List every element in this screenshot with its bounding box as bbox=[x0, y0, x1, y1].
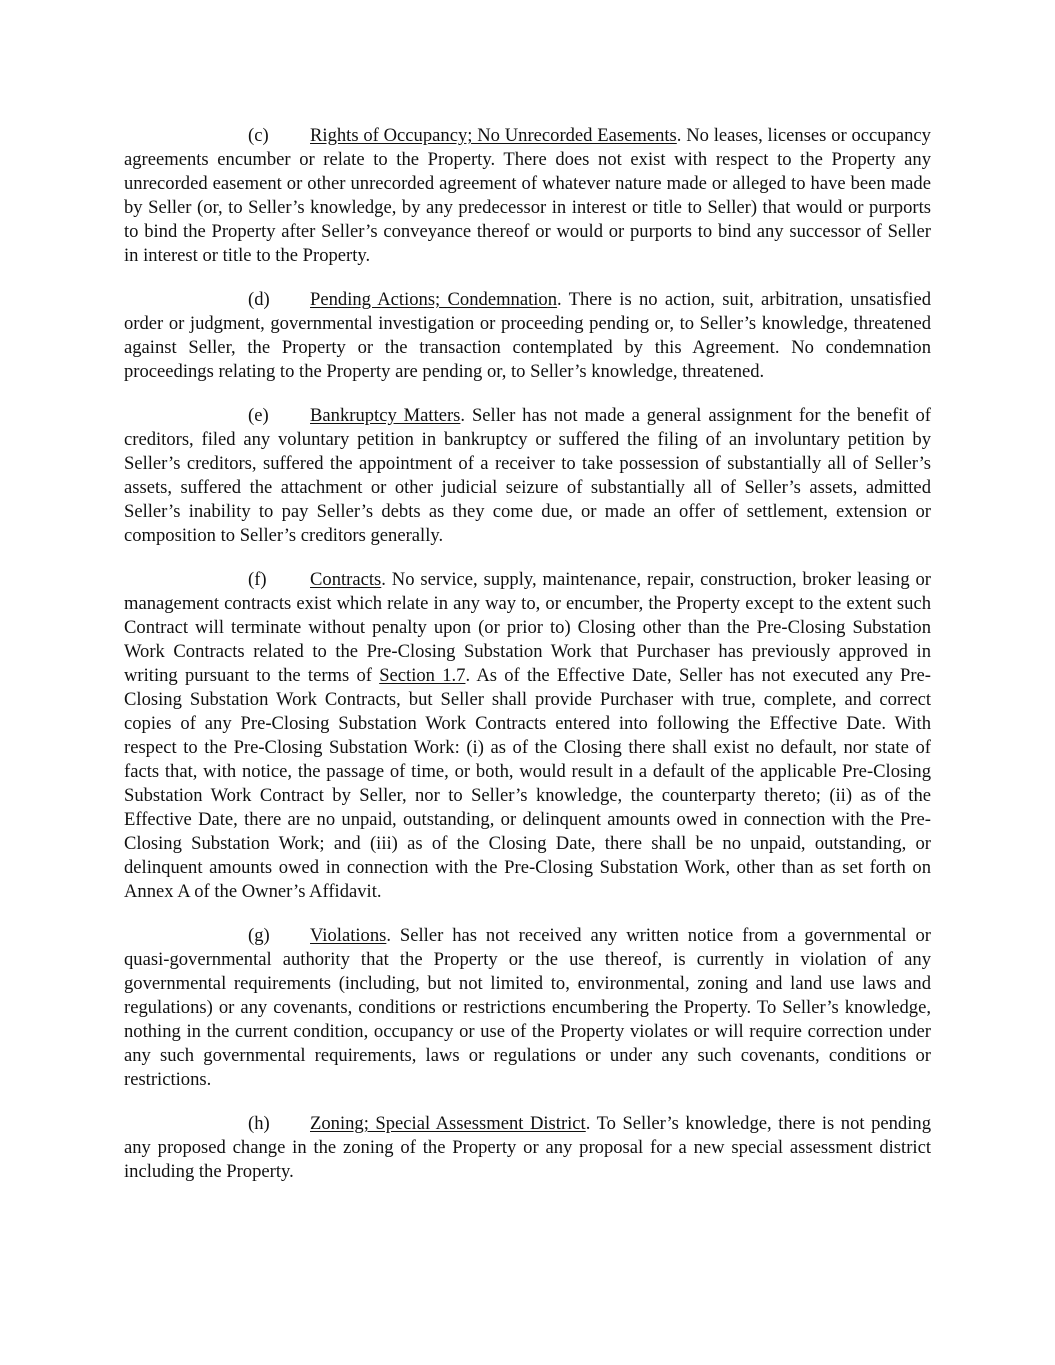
section-g bbox=[124, 924, 931, 1092]
section-marker: (f) bbox=[248, 569, 267, 590]
section-f bbox=[124, 568, 931, 904]
section-heading: Pending Actions; Condemnation bbox=[310, 289, 558, 310]
section-heading: Bankruptcy Matters bbox=[310, 405, 461, 426]
section-marker: (d) bbox=[248, 289, 270, 310]
section-body: . There is no action, suit, arbitration, unsatisfied order or judgment, governmental investigation or proceeding pending or, to Seller’s knowledge, threatened against Seller, the Property or the transaction contemplated by this Agreement. No condemnation proceedings relating to the Property are pending or, to Seller’s knowledge, threatened. bbox=[124, 289, 931, 382]
section-reference-link[interactable]: Section 1.7 bbox=[379, 665, 466, 686]
section-body-continued: . As of the Effective Date, Seller has not executed any Pre-Closing Substation Work Contracts, but Seller shall provide Purchaser with true, complete, and correct copies of any Pre-Closing Substation Work Contracts entered into following the Effective Date. With respect to the Pre-Closing Substation Work: (i) as of the Closing there shall exist no default, nor state of facts that, with notice, the passage of time, or both, would result in a default of the applicable Pre-Closing Substation Work Contract by Seller, nor to Seller’s knowledge, the counterparty thereto; (ii) as of the Effective Date, there are no unpaid, outstanding, or delinquent amounts owed in connection with the Pre-Closing Substation Work; and (iii) as of the Closing Date, there shall be no unpaid, outstanding, or delinquent amounts owed in connection with the Pre-Closing Substation Work, other than as set forth on Annex A of the Owner’s Affidavit. bbox=[124, 665, 931, 902]
section-body: . No leases, licenses or occupancy agreements encumber or relate to the Property. There does not exist with respect to the Property any unrecorded easement or other unrecorded agreement of whatever nature made or alleged to have been made by Seller (or, to Seller’s knowledge, by any predecessor in interest or title to Seller) that would or purports to bind the Property after Seller’s conveyance thereof or would or purports to bind any successor of Seller in interest or title to the Property. bbox=[124, 125, 931, 266]
section-heading: Rights of Occupancy; No Unrecorded Easements bbox=[310, 125, 677, 146]
section-h bbox=[124, 1112, 931, 1184]
document-page bbox=[124, 124, 931, 1204]
section-body: . Seller has not received any written notice from a governmental or quasi-governmental authority that the Property or the use thereof, is currently in violation of any governmental requirements (including, but not limited to, environmental, zoning and land use laws and regulations) or any covenants, conditions or restrictions encumbering the Property. To Seller’s knowledge, nothing in the current condition, occupancy or use of the Property violates or will require correction under any such governmental requirements, laws or regulations or under any such covenants, conditions or restrictions. bbox=[124, 925, 931, 1090]
section-marker: (h) bbox=[248, 1113, 270, 1134]
section-d bbox=[124, 288, 931, 384]
section-marker: (c) bbox=[248, 125, 269, 146]
section-body: . To Seller’s knowledge, there is not pending any proposed change in the zoning of the Property or any proposal for a new special assessment district including the Property. bbox=[124, 1113, 931, 1182]
section-marker: (e) bbox=[248, 405, 269, 426]
section-body: . Seller has not made a general assignment for the benefit of creditors, filed any voluntary petition in bankruptcy or suffered the filing of an involuntary petition by Seller’s creditors, suffered the appointment of a receiver to take possession of substantially all of Seller’s assets, suffered the attachment or other judicial seizure of substantially all of Seller’s assets, admitted Seller’s inability to pay Seller’s debts as they come due, or made an offer of settlement, extension or composition to Seller’s creditors generally. bbox=[124, 405, 931, 546]
section-marker: (g) bbox=[248, 925, 270, 946]
section-body: . No service, supply, maintenance, repair, construction, broker leasing or management contracts exist which relate in any way to, or encumber, the Property except to the extent such Contract will terminate without penalty upon (or prior to) Closing other than the Pre-Closing Substation Work Contracts related to the Pre-Closing Substation Work that Purchaser has previously approved in writing pursuant to the terms of bbox=[124, 569, 931, 686]
section-heading: Contracts bbox=[310, 569, 382, 590]
section-heading: Zoning; Special Assessment District bbox=[310, 1113, 586, 1134]
section-heading: Violations bbox=[310, 925, 387, 946]
section-c bbox=[124, 124, 931, 268]
section-e bbox=[124, 404, 931, 548]
